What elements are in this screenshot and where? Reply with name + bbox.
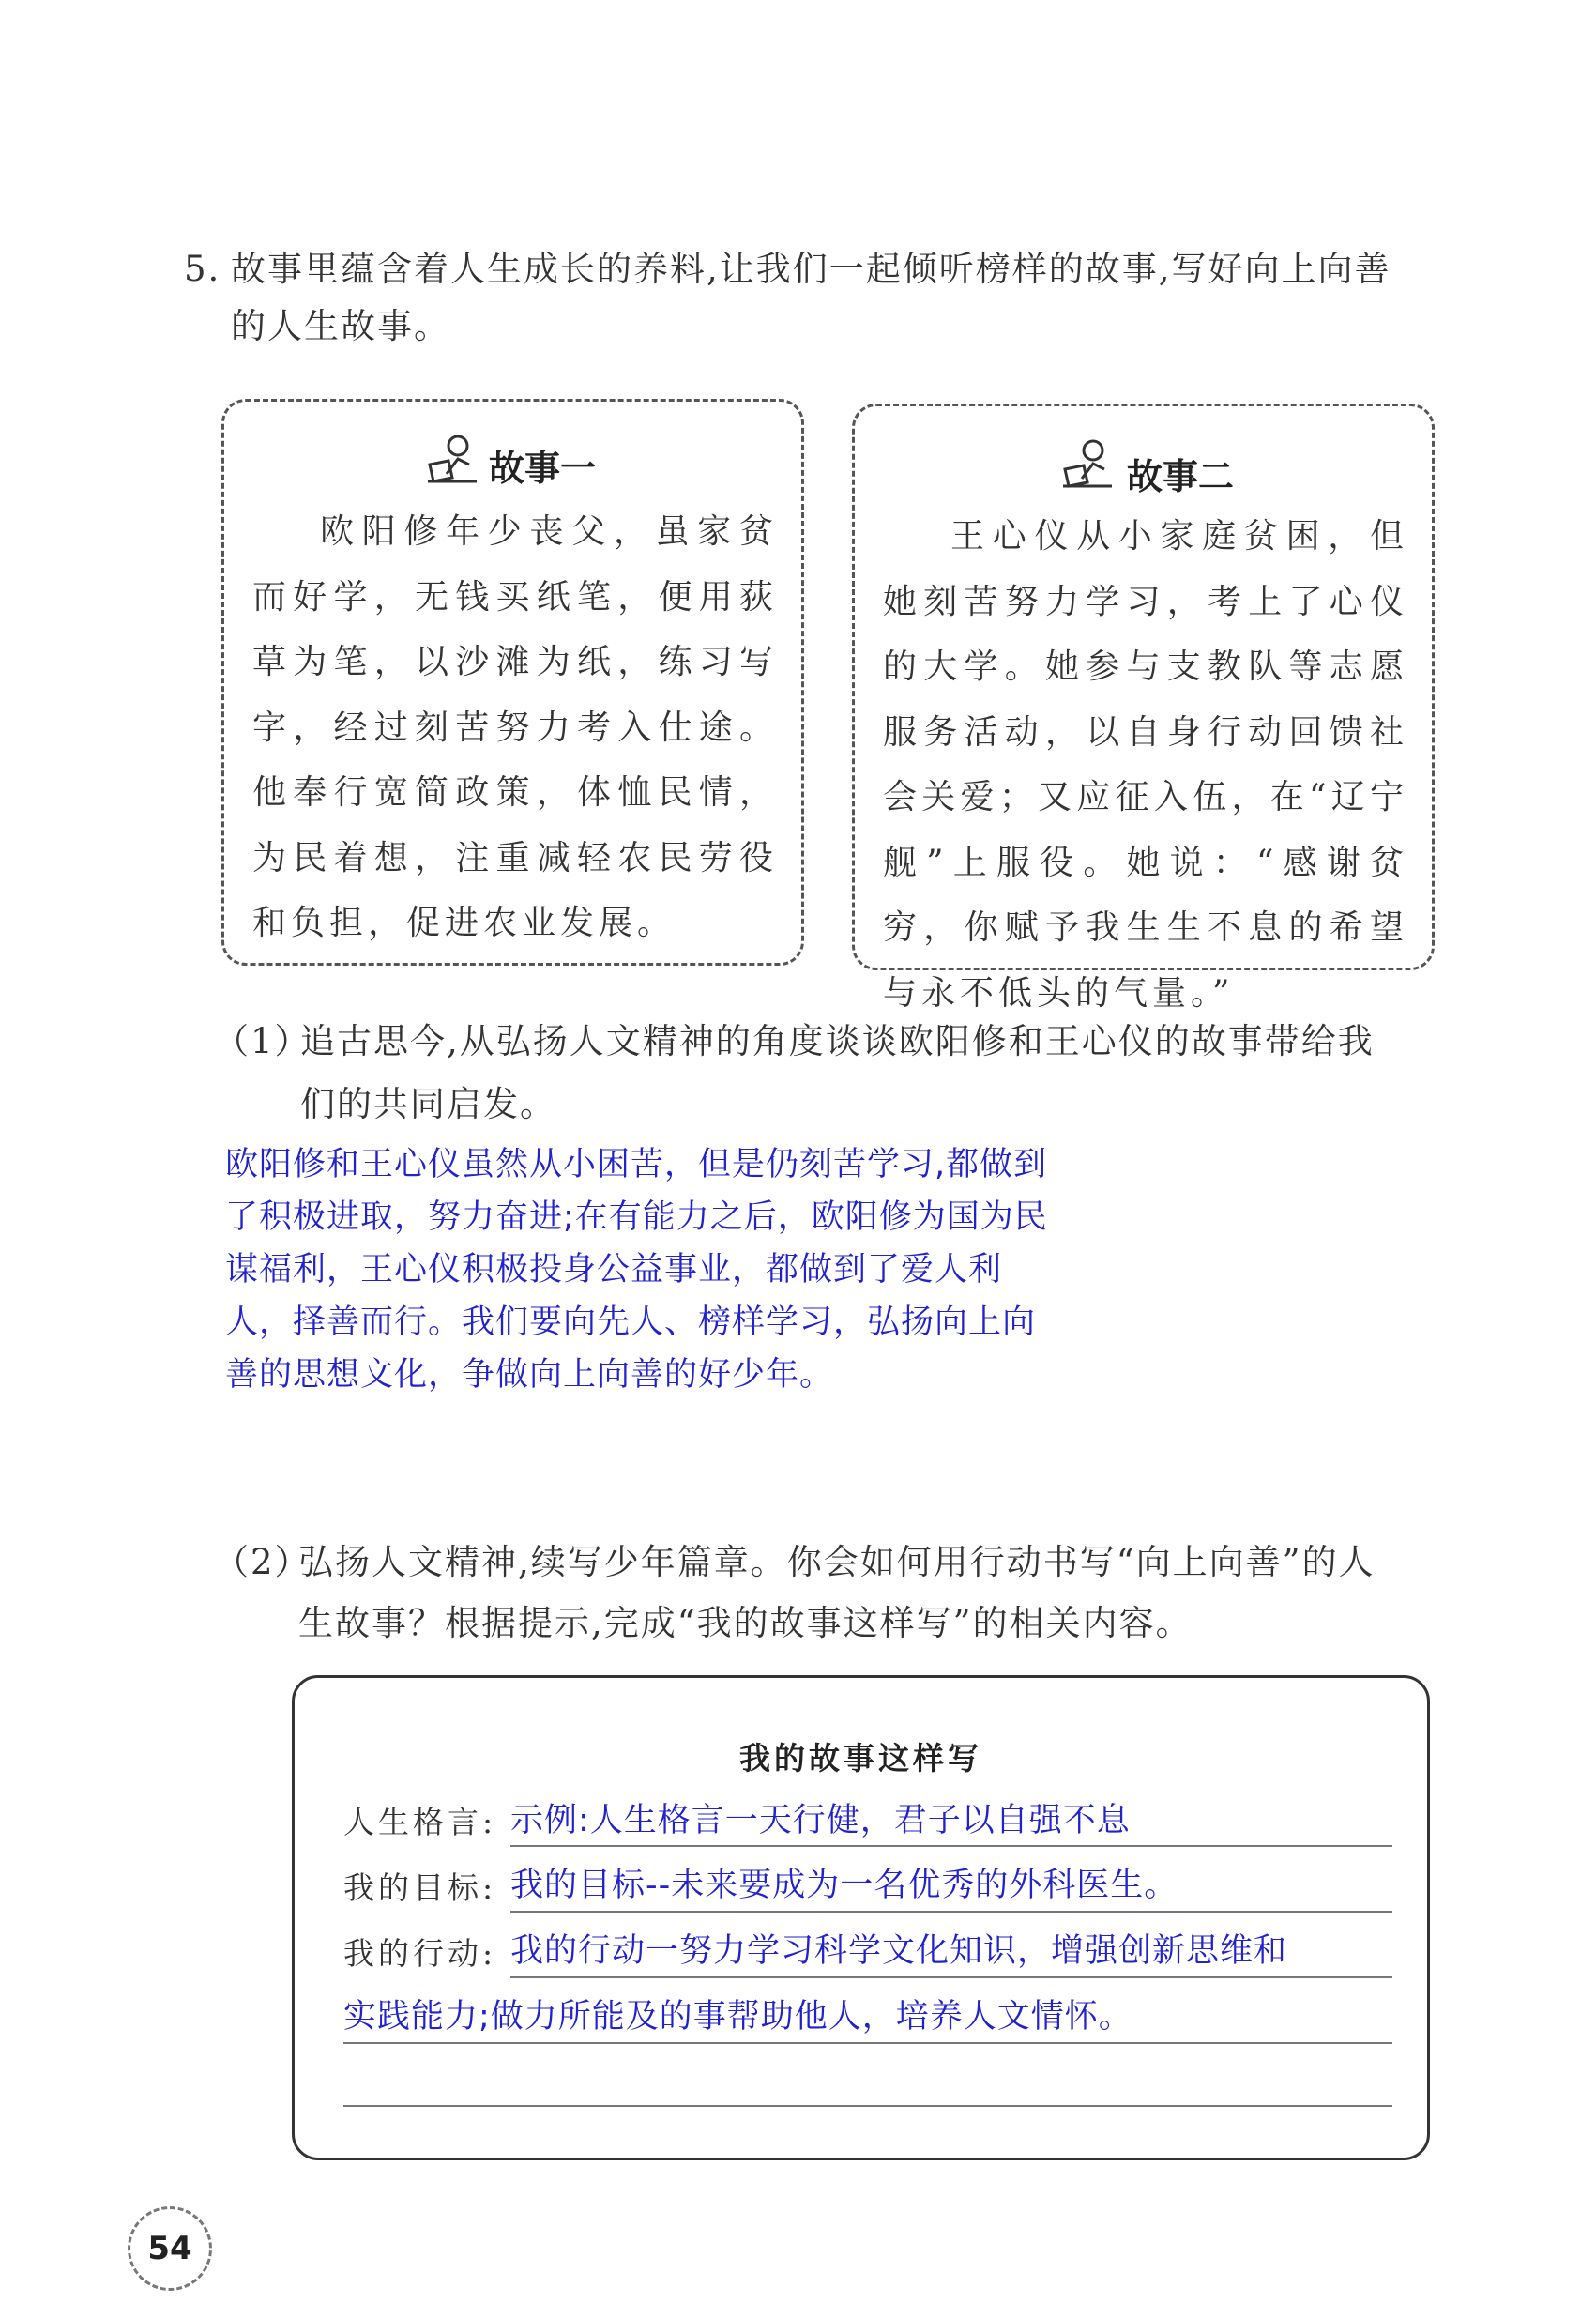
blank-line bbox=[343, 2105, 1392, 2107]
action-label: 我的行动: bbox=[343, 1935, 497, 1972]
question-intro-line1: 故事里蕴含着人生成长的养料,让我们一起倾听榜样的故事,写好向上向善 bbox=[231, 249, 1391, 289]
story-two-box bbox=[852, 404, 1435, 1013]
my-story-box bbox=[292, 1675, 1430, 2160]
motto-label: 人生格言: bbox=[343, 1804, 497, 1840]
story-one-body: 欧阳修年少丧父，虽家贫而好学，无钱买纸笔，便用荻草为笔，以沙滩为纸，练习写字，经过刻苦努力考入仕途。他奉行宽简政策，体恤民情，为民着想，注重减轻农民劳役和负担，促进农业发展。 bbox=[252, 512, 778, 942]
motto-line bbox=[510, 1845, 1392, 1847]
sub1-line1: 追古思今,从弘扬人文精神的角度谈谈欧阳修和王心仪的故事带给我 bbox=[300, 1021, 1375, 1061]
sub1-line2: 们的共同启发。 bbox=[300, 1084, 556, 1124]
story-one-box bbox=[221, 399, 804, 966]
question-intro-line2: 的人生故事。 bbox=[231, 306, 450, 346]
action-answer-line2[interactable]: 实践能力;做力所能及的事帮助他人，培养人文情怀。 bbox=[343, 1998, 1132, 2036]
action-line-2 bbox=[343, 2042, 1392, 2044]
my-story-title: 我的故事这样写 bbox=[739, 1740, 982, 1777]
page-number: 54 bbox=[128, 2206, 212, 2291]
sub1-answer-line: 谋福利，王心仪积极投身公益事业，都做到了爱人利 bbox=[225, 1251, 1003, 1289]
action-line bbox=[510, 1976, 1392, 1978]
story-two-body: 王心仪从小家庭贫困，但她刻苦努力学习，考上了心仪的大学。她参与支教队等志愿服务活动，以自身行动回馈社会关爱；又应征入伍，在“辽宁舰”上服役。她说：“感谢贫穷，你赋予我生生不息的希望与永不低头的气量。” bbox=[883, 517, 1408, 1013]
story-two-title: 故事二 bbox=[1127, 456, 1235, 497]
story-one-title: 故事一 bbox=[489, 448, 597, 489]
reading-person-icon bbox=[1061, 437, 1114, 490]
sub2-number: （2） bbox=[214, 1542, 312, 1582]
goal-line bbox=[510, 1911, 1392, 1913]
goal-label: 我的目标: bbox=[343, 1869, 497, 1906]
sub1-answer-line: 人，择善而行。我们要向先人、榜样学习，弘扬向上向 bbox=[225, 1304, 1037, 1341]
goal-answer[interactable]: 我的目标--未来要成为一名优秀的外科医生。 bbox=[510, 1867, 1178, 1904]
reading-person-icon bbox=[426, 433, 479, 485]
motto-answer[interactable]: 示例:人生格言一天行健，君子以自强不息 bbox=[510, 1802, 1131, 1839]
sub1-answer-line: 善的思想文化，争做向上向善的好少年。 bbox=[225, 1356, 834, 1394]
sub2-line1: 弘扬人文精神,续写少年篇章。你会如何用行动书写“向上向善”的人 bbox=[298, 1542, 1376, 1582]
sub1-number: （1） bbox=[214, 1021, 312, 1061]
sub1-answer-line: 了积极进取，努力奋进;在有能力之后，欧阳修为国为民 bbox=[225, 1198, 1048, 1236]
sub1-answer-line: 欧阳修和王心仪虽然从小困苦，但是仍刻苦学习,都做到 bbox=[225, 1146, 1048, 1183]
sub2-line2: 生故事？根据提示,完成“我的故事这样写”的相关内容。 bbox=[298, 1603, 1193, 1643]
action-answer-line1[interactable]: 我的行动一努力学习科学文化知识，增强创新思维和 bbox=[510, 1932, 1288, 1970]
question-number: 5. bbox=[184, 249, 221, 289]
